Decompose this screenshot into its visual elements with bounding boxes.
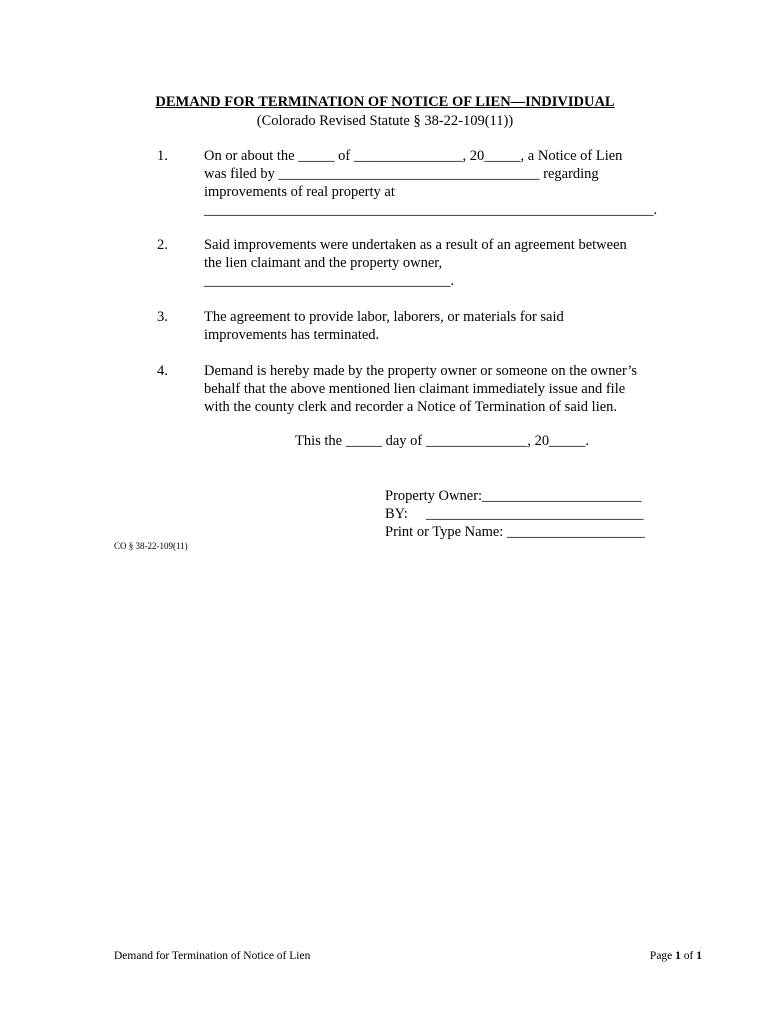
print-name-line: Print or Type Name: ___________________	[385, 524, 645, 540]
clause-line: The agreement to provide labor, laborers, or materials for said	[204, 309, 564, 325]
property-owner-line: Property Owner:______________________	[385, 488, 642, 504]
footer-document-name: Demand for Termination of Notice of Lien	[114, 950, 311, 962]
page-of: of	[680, 950, 697, 962]
date-line: This the _____ day of ______________, 20_____.	[295, 433, 590, 449]
clause-line: improvements of real property at	[204, 184, 395, 200]
clause-number: 1.	[157, 148, 168, 164]
clause-line: was filed by ____________________________________ regarding	[204, 166, 599, 182]
page-current: 1	[675, 950, 681, 962]
clause-line: Said improvements were undertaken as a result of an agreement between	[204, 237, 627, 253]
clause-line: the lien claimant and the property owner,	[204, 255, 443, 271]
by-line: BY: ______________________________	[385, 506, 644, 522]
document-subtitle: (Colorado Revised Statute § 38-22-109(11))	[256, 113, 514, 129]
clause-line: Demand is hereby made by the property owner or someone on the owner’s	[204, 363, 637, 379]
clause-line: with the county clerk and recorder a Notice of Termination of said lien.	[204, 399, 618, 415]
page-prefix: Page	[649, 950, 676, 962]
clause-line: improvements has terminated.	[204, 327, 380, 343]
statute-code-reference: CO § 38-22-109(11)	[114, 541, 188, 551]
signature-block	[385, 487, 645, 541]
clause-line: __________________________________.	[204, 273, 455, 289]
clause-line: ______________________________________________________________.	[204, 202, 658, 218]
page-total: 1	[696, 950, 702, 962]
clause-line: behalf that the above mentioned lien claimant immediately issue and file	[204, 381, 626, 397]
clause-line: On or about the _____ of _______________, 20_____, a Notice of Lien	[204, 148, 623, 164]
clause-number: 2.	[157, 237, 168, 253]
clause-number: 3.	[157, 309, 168, 325]
clause-number: 4.	[157, 363, 168, 379]
footer-page-number	[650, 950, 702, 962]
document-title: DEMAND FOR TERMINATION OF NOTICE OF LIEN—INDIVIDUAL	[155, 94, 615, 110]
